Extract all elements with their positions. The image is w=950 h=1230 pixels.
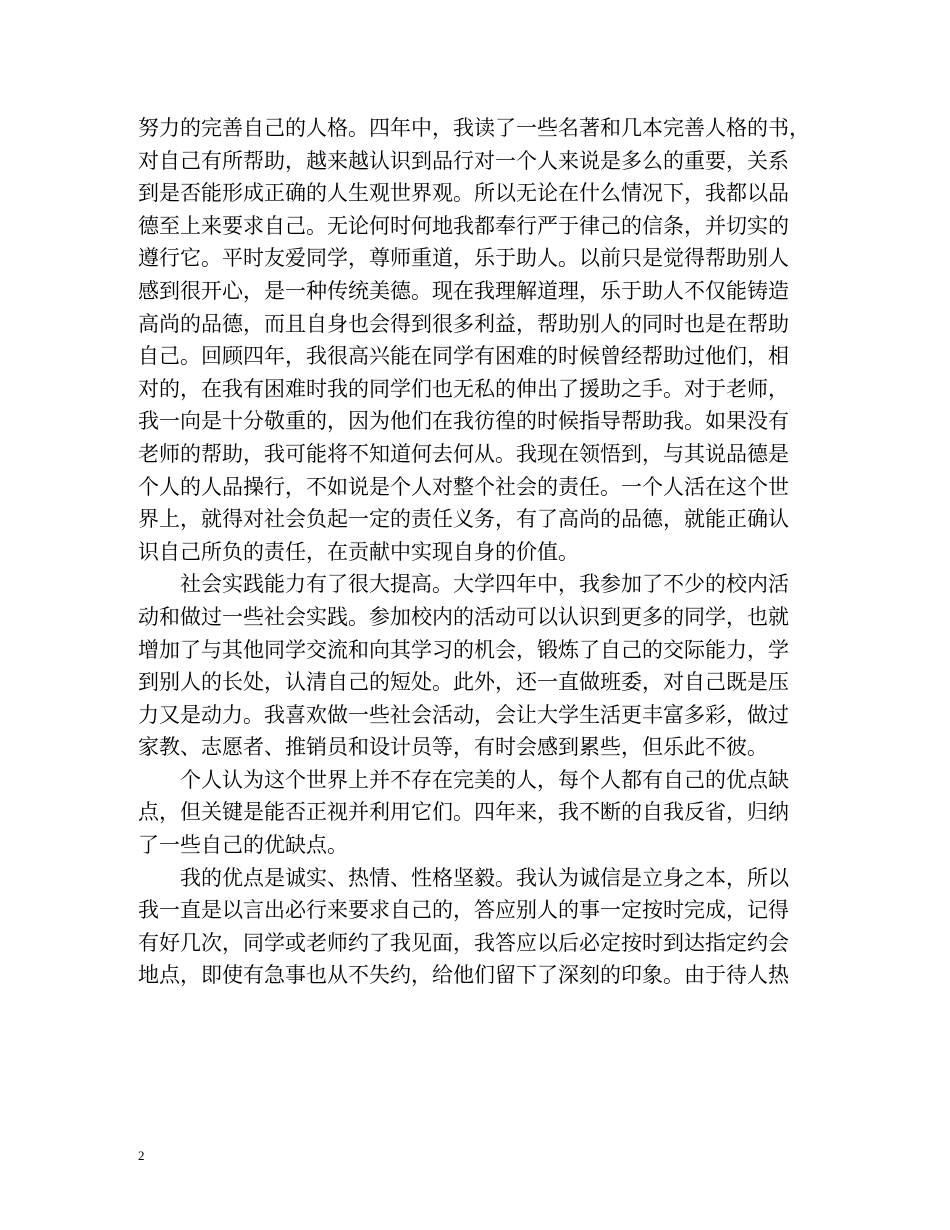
- text-line: 到是否能形成正确的人生观世界观。所以无论在什么情况下，我都以品: [138, 181, 789, 206]
- text-line: 老师的帮助，我可能将不知道何去何从。我现在领悟到，与其说品德是: [138, 441, 789, 466]
- text-line: 高尚的品德，而且自身也会得到很多利益，帮助别人的同时也是在帮助: [138, 311, 789, 336]
- text-line: 我一向是十分敬重的，因为他们在我彷徨的时候指导帮助我。如果没有: [138, 409, 789, 434]
- text-line: 到别人的长处，认清自己的短处。此外，还一直做班委，对自己既是压: [138, 670, 789, 695]
- text-line: 动和做过一些社会实践。参加校内的活动可以认识到更多的同学，也就: [138, 604, 789, 629]
- text-line: 地点，即使有急事也从不失约，给他们留下了深刻的印象。由于待人热: [138, 963, 789, 988]
- text-line: 自己。回顾四年，我很高兴能在同学有困难的时候曾经帮助过他们，相: [138, 344, 789, 369]
- text-line: 点，但关键是能否正视并利用它们。四年来，我不断的自我反省，归纳: [138, 800, 789, 825]
- paragraph-first-line: 社会实践能力有了很大提高。大学四年中，我参加了不少的校内活: [180, 572, 789, 597]
- text-line: 我一直是以言出必行来要求自己的，答应别人的事一定按时完成，记得: [138, 898, 789, 923]
- text-line: 感到很开心，是一种传统美德。现在我理解道理，乐于助人不仅能铸造: [138, 278, 789, 303]
- text-line: 对的，在我有困难时我的同学们也无私的伸出了援助之手。对于老师，: [138, 376, 789, 401]
- text-line: 努力的完善自己的人格。四年中，我读了一些名著和几本完善人格的书，: [138, 116, 810, 140]
- text-line: 力又是动力。我喜欢做一些社会活动，会让大学生活更丰富多彩，做过: [138, 702, 789, 727]
- paragraph-first-line: 我的优点是诚实、热情、性格坚毅。我认为诚信是立身之本，所以: [180, 865, 789, 890]
- text-line: 家教、志愿者、推销员和设计员等，有时会感到累些，但乐此不彼。: [138, 735, 768, 760]
- page-number: 2: [138, 1148, 145, 1163]
- body-text: [138, 112, 818, 992]
- text-line: 个人的人品操行，不如说是个人对整个社会的责任。一个人活在这个世: [138, 474, 789, 499]
- text-line: 识自己所负的责任，在贡献中实现自身的价值。: [138, 539, 579, 564]
- text-line: 界上，就得对社会负起一定的责任义务，有了高尚的品德，就能正确认: [138, 507, 789, 532]
- paragraph-first-line: 个人认为这个世界上并不存在完美的人，每个人都有自己的优点缺: [180, 767, 789, 792]
- text-line: 对自己有所帮助，越来越认识到品行对一个人来说是多么的重要，关系: [138, 148, 789, 173]
- text-line: 遵行它。平时友爱同学，尊师重道，乐于助人。以前只是觉得帮助别人: [138, 246, 789, 271]
- text-line: 增加了与其他同学交流和向其学习的机会，锻炼了自己的交际能力，学: [138, 637, 789, 662]
- text-line: 了一些自己的优缺点。: [138, 833, 348, 858]
- text-line: 有好几次，同学或老师约了我见面，我答应以后必定按时到达指定约会: [138, 930, 789, 955]
- text-line: 德至上来要求自己。无论何时何地我都奉行严于律己的信条，并切实的: [138, 213, 789, 238]
